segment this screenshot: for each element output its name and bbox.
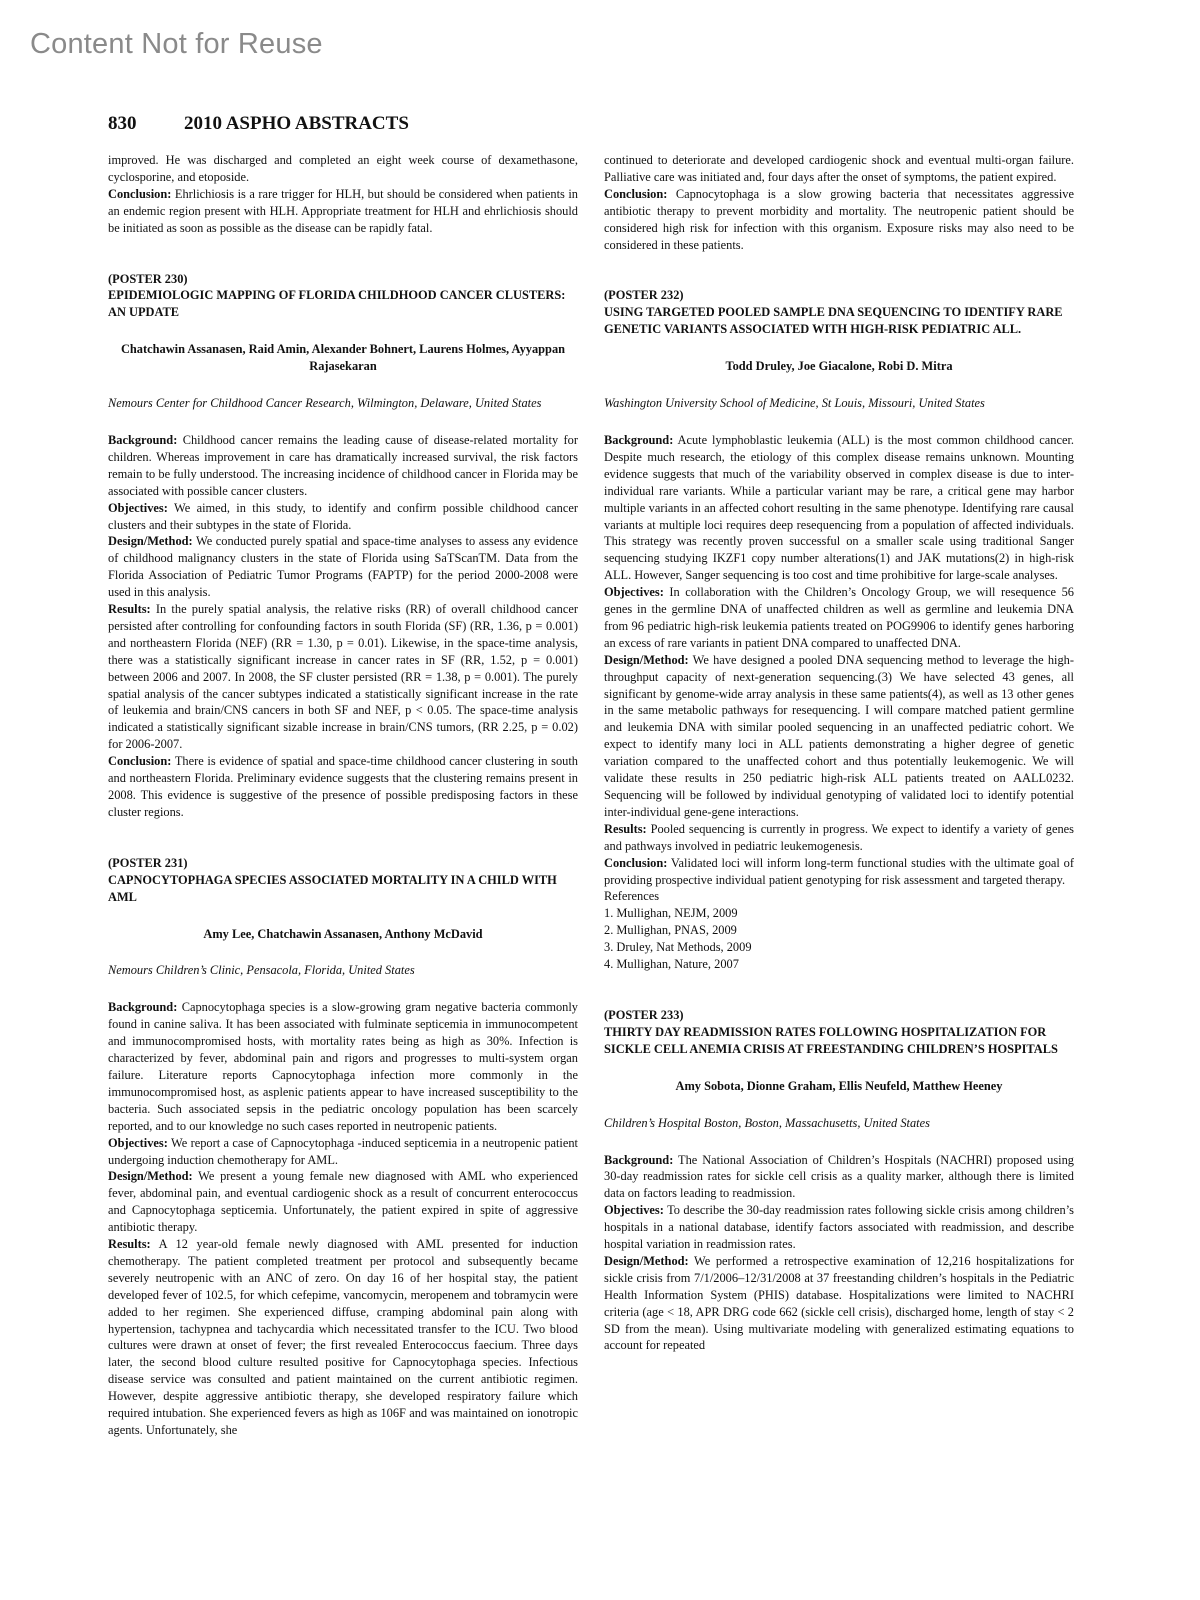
- objectives-paragraph: [108, 500, 578, 534]
- poster-authors: Amy Sobota, Dionne Graham, Ellis Neufeld, Matthew Heeney: [675, 1078, 1003, 1093]
- objectives-paragraph: [604, 584, 1074, 652]
- section-body: We present a young female new diagnosed with AML who experienced fever, abdominal pain, and eventual cardiogenic shock as a result of concurrent enterococcus and Capnocytophaga septicemia. Unfortunately, the patient expired in spite of aggressive antibiotic therapy.: [108, 1169, 578, 1235]
- conclusion-paragraph: [108, 186, 578, 237]
- poster-authors: Amy Lee, Chatchawin Assanasen, Anthony McDavid: [203, 926, 483, 941]
- reference-item: 1. Mullighan, NEJM, 2009: [604, 906, 738, 921]
- design-method-paragraph: [108, 533, 578, 601]
- journal-title: 2010 ASPHO ABSTRACTS: [184, 113, 409, 134]
- section-label: Conclusion:: [604, 186, 668, 201]
- section-body: Capnocytophaga species is a slow-growing gram negative bacteria commonly found in canine saliva. It has been associated with fulminate septicemia in immunocompetent and immunocompromised hosts, with mortality rates being as high as 30%. Infection is characterized by fever, abdominal pain and rigors and progresses to multi-system organ failure. Literature reports Capnocytophaga infection more commonly in the immunocompromised host, as asplenic patients appear to have increased susceptibility to the bacteria. Such associated sepsis in the pediatric oncology population has been scarcely reported, and to our knowledge no such cases reported in neutropenic patients.: [108, 1000, 578, 1133]
- results-paragraph: [108, 601, 578, 753]
- section-body: To describe the 30-day readmission rates following sickle crisis among children’s hospitals in a national database, identify factors associated with readmission, and describe hospital variation in readmission rates.: [604, 1203, 1074, 1252]
- background-paragraph: [604, 432, 1074, 584]
- poster-label: (POSTER 231): [108, 855, 188, 870]
- conclusion-paragraph: [604, 855, 1074, 889]
- poster-232: [604, 287, 1074, 973]
- section-body: We aimed, in this study, to identify and confirm possible childhood cancer clusters and their subtypes in the state of Florida.: [108, 500, 578, 532]
- section-label: Background:: [108, 1000, 178, 1015]
- section-label: Background:: [108, 432, 178, 447]
- objectives-paragraph: [604, 1202, 1074, 1253]
- results-paragraph: [108, 1236, 578, 1439]
- section-body: Capnocytophaga is a slow growing bacteria that necessitates aggressive antibiotic therapy to prevent morbidity and mortality. The neutropenic patient should be considered high risk for infection with this organism. Exposure risks may also need to be considered in these patients.: [604, 186, 1074, 252]
- section-body: We conducted purely spatial and space-time analyses to assess any evidence of childhood malignancy clusters in the state of Florida using SaTScanTM. Data from the Florida Association of Pediatric Tumor Programs (FAPTP) for the period 2000-2008 were used in this analysis.: [108, 534, 578, 600]
- poster-label: (POSTER 233): [604, 1007, 684, 1022]
- section-label: Results:: [108, 602, 151, 617]
- poster-231: [108, 855, 578, 1439]
- poster-affiliation: Nemours Center for Childhood Cancer Research, Wilmington, Delaware, United States: [108, 396, 542, 411]
- section-body: The National Association of Children’s Hospitals (NACHRI) proposed using 30-day readmission rates for sickle cell crisis as a quality marker, although there is limited data on factors leading to readmission.: [604, 1152, 1074, 1201]
- section-body: A 12 year-old female newly diagnosed with AML presented for induction chemotherapy. The patient completed treatment per protocol and subsequently became severely neutropenic with an ANC of zero. On day 16 of her hospital stay, the patient developed fever of 102.5, for which cefepime, vancomycin, meropenem and tobramycin were added to her regimen. She experienced diffuse, cramping abdominal pain along with hypertension, tachypnea and tachycardia which necessitated transfer to the ICU. Two blood cultures were drawn at onset of fever; the first revealed Enterococcus faecium. Three days later, the second blood culture resulted positive for Capnocytophaga species. Infectious disease service was consulted and patient maintained on the current antibiotic regimen. However, despite aggressive antibiotic therapy, she developed respiratory failure which required intubation. She experienced fevers as high as 106F and was maintained on ionotropic agents. Unfortunately, she: [108, 1237, 578, 1437]
- section-label: Design/Method:: [108, 534, 193, 549]
- section-body: We report a case of Capnocytophaga -induced septicemia in a neutropenic patient undergoing induction chemotherapy for AML.: [108, 1135, 578, 1167]
- section-body: We performed a retrospective examination of 12,216 hospitalizations for sickle crisis from 7/1/2006–12/31/2008 at 37 freestanding children’s hospitals in the Pediatric Health Information System (PHIS) database. Hospitalizations were limited to NACHRI criteria (age < 18, APR DRG code 662 (sickle cell crisis), discharged home, length of stay < 2 SD from the mean). Using multivariate modeling with generalized estimating equations to account for repeated: [604, 1253, 1074, 1353]
- running-head: [108, 113, 409, 135]
- poster-title: EPIDEMIOLOGIC MAPPING OF FLORIDA CHILDHOOD CANCER CLUSTERS: AN UPDATE: [108, 288, 566, 320]
- right-column: [604, 152, 1074, 1354]
- reference-item: 2. Mullighan, PNAS, 2009: [604, 923, 737, 938]
- background-paragraph: [108, 999, 578, 1134]
- section-body: Childhood cancer remains the leading cause of disease-related mortality for children. Whereas improvement in care has dramatically increased survival, the risk factors remain to be fully understood. The increasing incidence of childhood cancer in Florida may be associated with possible cancer clusters.: [108, 432, 578, 498]
- section-label: Conclusion:: [108, 186, 172, 201]
- poster-230: [108, 271, 578, 821]
- references-heading: References: [604, 889, 660, 904]
- section-body: Ehrlichiosis is a rare trigger for HLH, but should be considered when patients in an endemic region present with HLH. Appropriate treatment for HLH and ehrlichiosis should be initiated as soon as possible as the disease can be rapidly fatal.: [108, 186, 578, 235]
- reference-item: 3. Druley, Nat Methods, 2009: [604, 940, 752, 955]
- section-body: There is evidence of spatial and space-time childhood cancer clustering in south and northeastern Florida. Preliminary evidence suggests that the clustering remains present in 2008. This evidence is suggestive of the presence of possible predisposing factors in these cluster regions.: [108, 754, 578, 819]
- section-label: Objectives:: [604, 1203, 664, 1218]
- background-paragraph: [604, 1152, 1074, 1203]
- section-label: Background:: [604, 1152, 674, 1167]
- continued-text: [604, 152, 1074, 186]
- background-paragraph: [108, 432, 578, 500]
- section-label: Conclusion:: [604, 855, 668, 870]
- continued-text: [108, 152, 578, 186]
- section-label: Conclusion:: [108, 754, 172, 769]
- poster-label: (POSTER 232): [604, 288, 684, 303]
- references: [604, 888, 1074, 973]
- poster-label: (POSTER 230): [108, 271, 188, 286]
- poster-title: CAPNOCYTOPHAGA SPECIES ASSOCIATED MORTALITY IN A CHILD WITH AML: [108, 872, 557, 904]
- poster-authors: Todd Druley, Joe Giacalone, Robi D. Mitra: [725, 359, 953, 374]
- poster-233: [604, 1007, 1074, 1354]
- results-paragraph: [604, 821, 1074, 855]
- section-label: Design/Method:: [604, 1253, 689, 1268]
- section-label: Objectives:: [604, 585, 664, 600]
- design-method-paragraph: [604, 1253, 1074, 1354]
- page-number: 830: [108, 113, 137, 134]
- poster-affiliation: Washington University School of Medicine, St Louis, Missouri, United States: [604, 396, 985, 411]
- section-body: Pooled sequencing is currently in progress. We expect to identify a variety of genes and pathways involved in pediatric leukemogenesis.: [604, 821, 1074, 853]
- section-body: In the purely spatial analysis, the relative risks (RR) of overall childhood cancer persisted after controlling for confounding factors in south Florida (SF) (RR, 1.36, p = 0.001) and northeastern Florida (NEF) (RR = 1.30, p = 0.01). Likewise, in the space-time analysis, there was a statistically significant increase in cancer rates in SF (RR, 1.52, p = 0.001) between 2006 and 2007. In 2008, the SF cluster persisted (RR = 1.38, p = 0.001). The purely spatial analysis of the cancer subtypes indicated a statistically significant increase in the rate of leukemia and brain/CNS cancers in both SF and NEF, p < 0.05. The space-time analysis indicated a statistically significant sizable increase in brain/CNS tumors, (RR 2.25, p = 0.02) for 2006-2007.: [108, 602, 578, 752]
- section-body: We have designed a pooled DNA sequencing method to leverage the high-throughput capacity of next-generation sequencing.(3) We have selected 43 genes, all significant by genome-wide array analysis in these same patients(4), as well as 13 other genes in the same metabolic pathways for resequencing. I will compare matched patient germline and leukemia DNA with similar pooled sequencing in an unaffected pediatric cohort. We expect to identify many loci in ALL patients demonstrating a higher degree of genetic variation compared to the unaffected cohort and thus potentially leukemogenic. We will validate these results in 250 pediatric high-risk ALL patients treated on AALL0232. Sequencing will be followed by individual genotyping of validated loci to identify potential inter-individual gene-gene interactions.: [604, 652, 1074, 819]
- section-label: Design/Method:: [108, 1169, 193, 1184]
- section-label: Objectives:: [108, 1135, 168, 1150]
- watermark: Content Not for Reuse: [30, 28, 323, 60]
- section-label: Design/Method:: [604, 652, 689, 667]
- section-label: Results:: [108, 1237, 151, 1252]
- poster-title: USING TARGETED POOLED SAMPLE DNA SEQUENCING TO IDENTIFY RARE GENETIC VARIANTS ASSOCIATED WITH HIGH-RISK PEDIATRIC ALL.: [604, 305, 1063, 337]
- section-body: Validated loci will inform long-term functional studies with the ultimate goal of providing prospective individual patient genotyping for risk assessment and targeted therapy.: [604, 855, 1074, 887]
- left-column: [108, 152, 578, 1439]
- poster-title: THIRTY DAY READMISSION RATES FOLLOWING HOSPITALIZATION FOR SICKLE CELL ANEMIA CRISIS AT FREESTANDING CHILDREN’S HOSPITALS: [604, 1024, 1058, 1056]
- section-label: Objectives:: [108, 500, 168, 515]
- section-body: Acute lymphoblastic leukemia (ALL) is the most common childhood cancer. Despite much research, the etiology of this complex disease remains unknown. Mounting evidence suggests that much of the variability observed in complex disease is due to inter-individual rare variants. While a particular variant may be rare, a critical gene may harbor multiple variants in an affected cohort resulting in the same phenotype. Identifying rare causal variants at multiple loci requires deep resequencing from a population of affected individuals. This strategy was recently proven successful on a smaller scale using traditional Sanger sequencing studying IKZF1 copy number alterations(1) and JAK mutations(2) in high-risk ALL. However, Sanger sequencing is too cost and time prohibitive for large-scale analyses.: [604, 432, 1074, 583]
- design-method-paragraph: [108, 1168, 578, 1236]
- conclusion-paragraph: [108, 753, 578, 821]
- continued-body: continued to deteriorate and developed cardiogenic shock and eventual multi-organ failure. Palliative care was initiated and, four days after the onset of symptoms, the patient expired.: [604, 153, 1074, 184]
- section-label: Background:: [604, 432, 674, 447]
- poster-authors: Chatchawin Assanasen, Raid Amin, Alexander Bohnert, Laurens Holmes, Ayyappan Rajasekaran: [120, 342, 566, 374]
- section-body: In collaboration with the Children’s Oncology Group, we will resequence 56 genes in the germline DNA of unaffected children as well as germline and leukemia DNA from 96 pediatric high-risk leukemia patients treated on POG9906 to identify genes harboring an excess of rare variants in patient DNA compared to unaffected DNA.: [604, 585, 1074, 650]
- section-label: Results:: [604, 821, 647, 836]
- poster-affiliation: Children’s Hospital Boston, Boston, Massachusetts, United States: [604, 1115, 930, 1130]
- reference-item: 4. Mullighan, Nature, 2007: [604, 957, 739, 972]
- continued-body: improved. He was discharged and completed an eight week course of dexamethasone, cyclosporine, and etoposide.: [108, 153, 578, 184]
- objectives-paragraph: [108, 1135, 578, 1169]
- design-method-paragraph: [604, 652, 1074, 821]
- conclusion-paragraph: [604, 186, 1074, 254]
- poster-affiliation: Nemours Children’s Clinic, Pensacola, Florida, United States: [108, 963, 415, 978]
